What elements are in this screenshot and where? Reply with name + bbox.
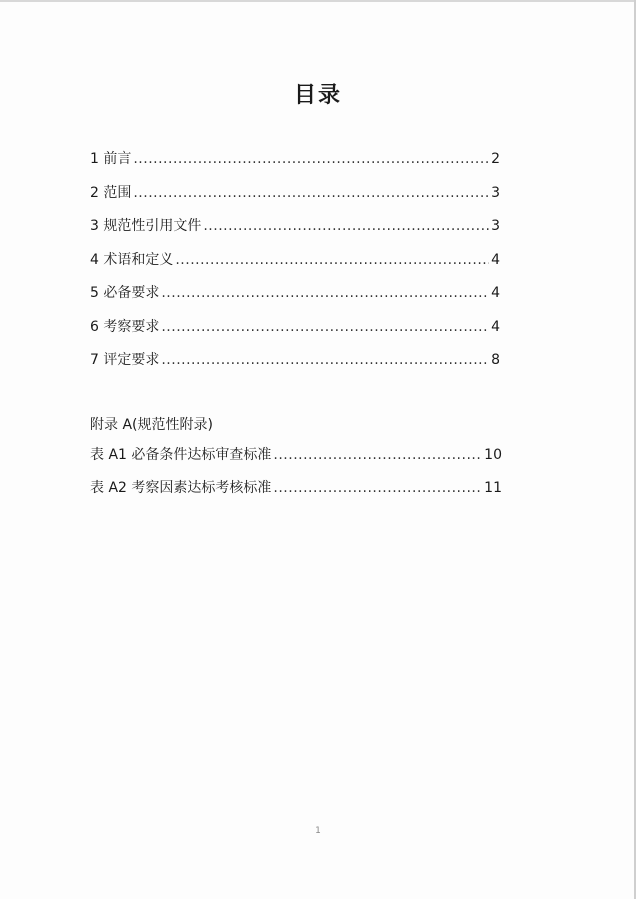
toc-dot-leader	[161, 351, 489, 369]
toc-entry-page: 4	[491, 251, 500, 268]
toc-entry-evaluation-requirements	[90, 351, 500, 385]
toc-dot-leader	[133, 184, 489, 202]
toc-entry-page: 10	[484, 447, 502, 463]
toc-dot-leader	[161, 284, 489, 302]
toc-entry-label: 表 A2 考察因素达标考核标准	[90, 480, 272, 496]
appendix-entry-table-a2	[90, 479, 502, 512]
toc-entry-page: 4	[491, 318, 500, 335]
page-title: 目录	[293, 82, 342, 108]
toc-entry-label: 4 术语和定义	[90, 251, 174, 268]
toc-entry-page: 11	[484, 480, 502, 496]
appendix-list	[90, 446, 502, 512]
toc-entry-terms-definitions	[90, 251, 500, 285]
toc-dot-leader	[133, 150, 489, 168]
toc-entry-normative-references	[90, 217, 500, 251]
toc-entry-preface	[90, 150, 500, 184]
toc-entry-page: 2	[491, 151, 500, 167]
toc-dot-leader	[161, 318, 489, 336]
toc-entry-label: 5 必备要求	[90, 285, 160, 301]
toc-entry-label: 6 考察要求	[90, 318, 160, 335]
toc-dot-leader	[175, 251, 489, 269]
toc-entry-scope	[90, 184, 500, 218]
toc-entry-page: 3	[491, 184, 500, 201]
toc-dot-leader	[203, 217, 489, 235]
toc-entry-label: 3 规范性引用文件	[90, 218, 202, 234]
toc-entry-page: 8	[491, 352, 500, 368]
scan-top-edge	[0, 0, 636, 2]
toc-entry-assessment-requirements	[90, 318, 500, 352]
page-number: 1	[315, 826, 321, 836]
toc-entry-label: 1 前言	[90, 151, 132, 167]
appendix-entry-table-a1	[90, 446, 502, 479]
toc-entry-page: 3	[491, 218, 500, 234]
toc-entry-page: 4	[491, 285, 500, 301]
toc-dot-leader	[273, 479, 482, 497]
appendix-heading: 附录 A(规范性附录)	[90, 417, 213, 433]
toc-entry-label: 表 A1 必备条件达标审查标准	[90, 447, 272, 463]
toc-entry-label: 2 范围	[90, 184, 132, 201]
table-of-contents	[90, 150, 500, 385]
toc-entry-label: 7 评定要求	[90, 352, 160, 368]
toc-dot-leader	[273, 446, 482, 464]
toc-entry-mandatory-requirements	[90, 284, 500, 318]
